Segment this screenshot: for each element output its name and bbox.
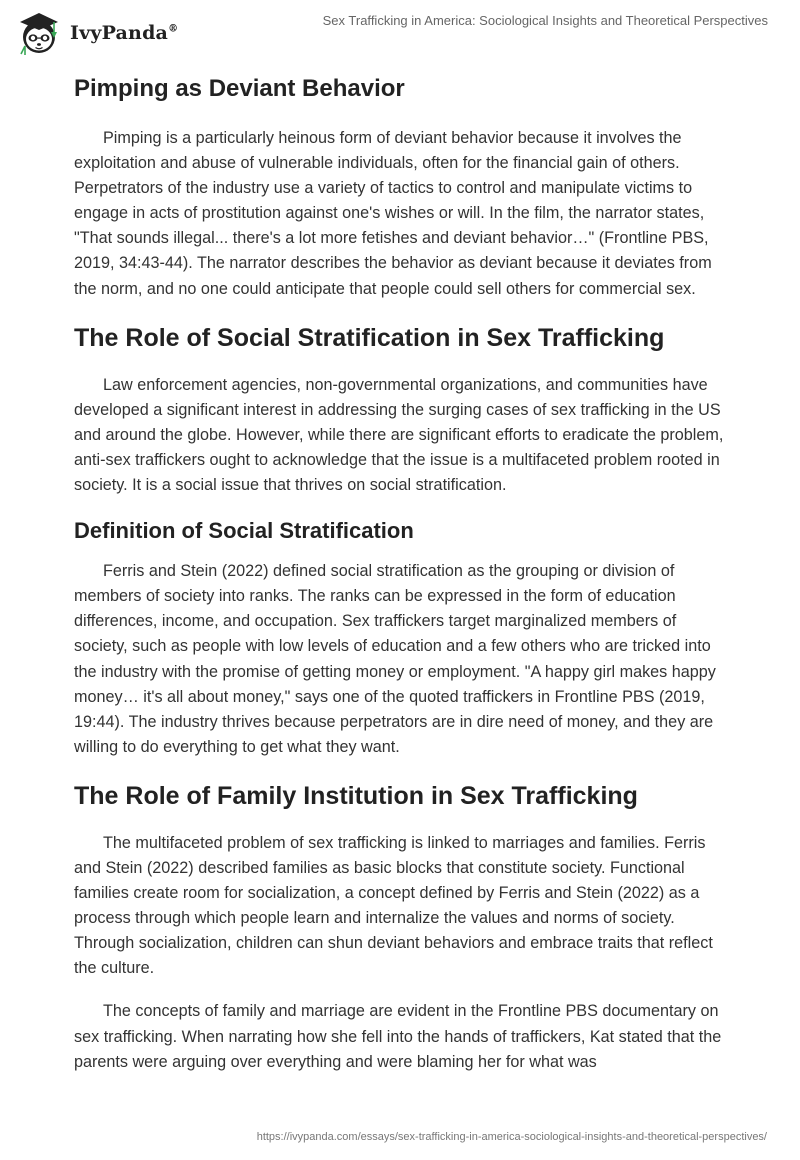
- heading-social-stratification-role: The Role of Social Stratification in Sex Trafficking: [74, 323, 665, 352]
- paragraph-pimping: Pimping is a particularly heinous form of deviant behavior because it involves the exploitation and abuse of vulnerable individuals, often for the financial gain of others. Perpetrators of the industry use a variety of tactics to control and manipulate victims to engage in acts of prostitution against one's wishes or will. In the film, the narrator states, "That sounds illegal... there's a lot more fetishes and deviant behavior…" (Frontline PBS, 2019, 34:43-44). The narrator describes the behavior as deviant because it deviates from the norm, and no one could anticipate that people could sell others for commercial sex.: [74, 129, 712, 298]
- document-title: Sex Trafficking in America: Sociological Insights and Theoretical Perspectives: [322, 13, 768, 28]
- paragraph-family-2: The concepts of family and marriage are evident in the Frontline PBS documentary on sex trafficking. When narrating how she fell into the hands of traffickers, Kat stated that the parents were arguing over everything and were blaming her for what was: [74, 1002, 722, 1071]
- brand-logo[interactable]: [14, 8, 178, 58]
- paragraph-family-1: The multifaceted problem of sex trafficking is linked to marriages and families. Ferris and Stein (2022) described families as basic blocks that constitute society. Functional families create room for socialization, a concept defined by Ferris and Stein (2022) as a process through which people learn and internalize the values and norms of society. Through socialization, children can shun deviant behaviors and embrace traits that reflect the culture.: [74, 833, 713, 978]
- heading-definition-stratification: Definition of Social Stratification: [74, 518, 414, 544]
- page-header: [0, 0, 800, 64]
- heading-pimping-deviant: Pimping as Deviant Behavior: [74, 75, 405, 102]
- heading-family-institution: The Role of Family Institution in Sex Trafficking: [74, 781, 638, 810]
- brand-name: IvyPanda®: [70, 22, 179, 44]
- footer-url[interactable]: https://ivypanda.com/essays/sex-trafficking-in-america-sociological-insights-and-theoretical-perspectives/: [256, 1131, 767, 1143]
- paragraph-stratification-intro: Law enforcement agencies, non-governmental organizations, and communities have developed a significant interest in addressing the surging cases of sex trafficking in the US and around the globe. However, while there are significant efforts to eradicate the problem, anti-sex traffickers ought to acknowledge that the issue is a multifaceted problem rooted in society. It is a social issue that thrives on social stratification.: [74, 375, 724, 495]
- paragraph-definition-stratification: Ferris and Stein (2022) defined social stratification as the grouping or division of members of society into ranks. The ranks can be expressed in the form of education differences, income, and occupation. Sex traffickers target marginalized members of society, such as people with low levels of education and a few others who are tricked into the industry with the promise of getting money or employment. "A happy girl makes happy money… it's all about money," says one of the quoted traffickers in Frontline PBS (2019, 19:44). The industry thrives because perpetrators are in dire need of money, and they are willing to do everything to get what they want.: [74, 562, 716, 756]
- essay-body: [74, 72, 726, 1075]
- panda-graduate-icon: [14, 8, 64, 58]
